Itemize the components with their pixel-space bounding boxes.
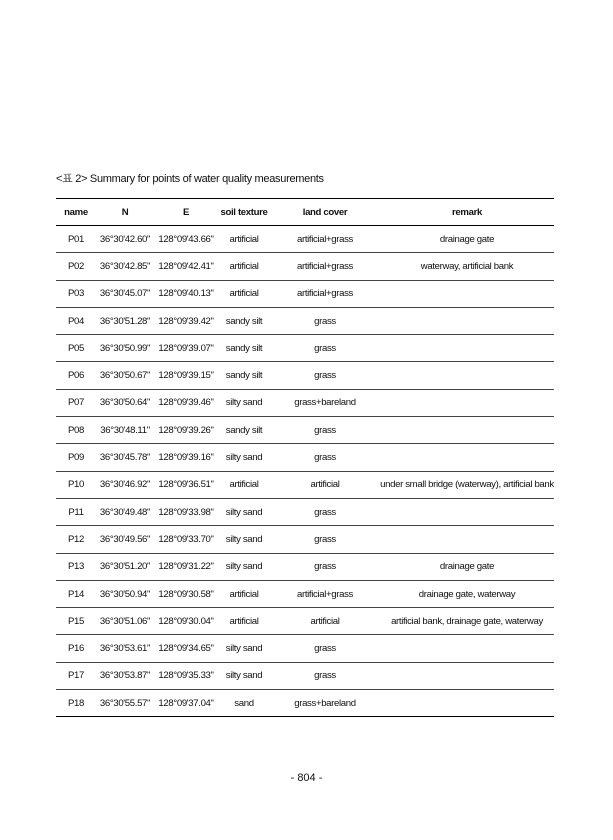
cell-soil-texture: sandy silt	[218, 362, 270, 389]
cell-n: 36°30'49.56"	[96, 526, 154, 553]
cell-soil-texture: sandy silt	[218, 307, 270, 334]
cell-name: P02	[56, 253, 96, 280]
cell-n: 36°30'45.07"	[96, 280, 154, 307]
cell-e: 128°09'40.13"	[154, 280, 218, 307]
cell-soil-texture: silty sand	[218, 444, 270, 471]
cell-n: 36°30'53.87"	[96, 662, 154, 689]
cell-e: 128°09'31.22"	[154, 553, 218, 580]
cell-e: 128°09'30.04"	[154, 608, 218, 635]
cell-soil-texture: artificial	[218, 280, 270, 307]
cell-remark	[380, 389, 554, 416]
cell-land-cover: grass	[270, 526, 380, 553]
cell-name: P13	[56, 553, 96, 580]
header-n: N	[96, 199, 154, 226]
page-number: - 804 -	[290, 772, 323, 784]
cell-e: 128°09'39.26"	[154, 417, 218, 444]
cell-e: 128°09'33.70"	[154, 526, 218, 553]
cell-n: 36°30'50.99"	[96, 335, 154, 362]
cell-land-cover: grass	[270, 307, 380, 334]
cell-remark	[380, 662, 554, 689]
cell-soil-texture: artificial	[218, 471, 270, 498]
cell-n: 36°30'42.85"	[96, 253, 154, 280]
cell-name: P16	[56, 635, 96, 662]
cell-name: P06	[56, 362, 96, 389]
table-row	[56, 307, 554, 334]
cell-n: 36°30'42.60"	[96, 226, 154, 253]
cell-e: 128°09'39.42"	[154, 307, 218, 334]
cell-e: 128°09'43.66"	[154, 226, 218, 253]
cell-n: 36°30'50.94"	[96, 580, 154, 607]
cell-soil-texture: artificial	[218, 580, 270, 607]
cell-n: 36°30'46.92"	[96, 471, 154, 498]
cell-land-cover: grass	[270, 553, 380, 580]
cell-n: 36°30'49.48"	[96, 498, 154, 525]
table-row	[56, 280, 554, 307]
cell-remark: under small bridge (waterway), artificial bank	[380, 471, 554, 498]
cell-remark: artificial bank, drainage gate, waterway	[380, 608, 554, 635]
header-remark: remark	[380, 199, 554, 226]
cell-land-cover: artificial+grass	[270, 580, 380, 607]
cell-remark: drainage gate	[380, 553, 554, 580]
cell-land-cover: artificial	[270, 471, 380, 498]
cell-soil-texture: artificial	[218, 608, 270, 635]
cell-remark	[380, 417, 554, 444]
cell-soil-texture: silty sand	[218, 389, 270, 416]
cell-name: P10	[56, 471, 96, 498]
cell-remark	[380, 307, 554, 334]
cell-land-cover: grass+bareland	[270, 690, 380, 717]
cell-n: 36°30'50.64"	[96, 389, 154, 416]
table-row	[56, 471, 554, 498]
cell-n: 36°30'51.20"	[96, 553, 154, 580]
table-row	[56, 526, 554, 553]
cell-soil-texture: sandy silt	[218, 335, 270, 362]
cell-remark: waterway, artificial bank	[380, 253, 554, 280]
cell-remark	[380, 335, 554, 362]
table-row	[56, 417, 554, 444]
cell-n: 36°30'53.61"	[96, 635, 154, 662]
table-row	[56, 253, 554, 280]
cell-n: 36°30'51.28"	[96, 307, 154, 334]
cell-e: 128°09'39.46"	[154, 389, 218, 416]
table-body	[56, 226, 554, 717]
cell-name: P12	[56, 526, 96, 553]
cell-land-cover: grass	[270, 662, 380, 689]
cell-soil-texture: sand	[218, 690, 270, 717]
table-row	[56, 444, 554, 471]
measurement-points-table	[56, 198, 554, 717]
header-soil-texture: soil texture	[218, 199, 270, 226]
table-row	[56, 389, 554, 416]
cell-n: 36°30'48.11"	[96, 417, 154, 444]
cell-land-cover: artificial+grass	[270, 280, 380, 307]
cell-remark	[380, 362, 554, 389]
cell-remark	[380, 690, 554, 717]
table-row	[56, 580, 554, 607]
table-row	[56, 498, 554, 525]
cell-name: P04	[56, 307, 96, 334]
cell-land-cover: grass+bareland	[270, 389, 380, 416]
cell-n: 36°30'45.78"	[96, 444, 154, 471]
header-land-cover: land cover	[270, 199, 380, 226]
cell-soil-texture: sandy silt	[218, 417, 270, 444]
cell-soil-texture: artificial	[218, 253, 270, 280]
cell-name: P08	[56, 417, 96, 444]
cell-e: 128°09'33.98"	[154, 498, 218, 525]
cell-name: P14	[56, 580, 96, 607]
cell-name: P03	[56, 280, 96, 307]
cell-land-cover: grass	[270, 335, 380, 362]
cell-soil-texture: silty sand	[218, 498, 270, 525]
table-row	[56, 635, 554, 662]
cell-land-cover: grass	[270, 444, 380, 471]
table-row	[56, 226, 554, 253]
cell-soil-texture: artificial	[218, 226, 270, 253]
cell-name: P01	[56, 226, 96, 253]
cell-land-cover: grass	[270, 362, 380, 389]
cell-e: 128°09'34.65"	[154, 635, 218, 662]
cell-soil-texture: silty sand	[218, 662, 270, 689]
cell-remark: drainage gate, waterway	[380, 580, 554, 607]
table-row	[56, 553, 554, 580]
cell-e: 128°09'39.07"	[154, 335, 218, 362]
cell-remark	[380, 635, 554, 662]
cell-e: 128°09'37.04"	[154, 690, 218, 717]
cell-soil-texture: silty sand	[218, 635, 270, 662]
cell-land-cover: artificial+grass	[270, 226, 380, 253]
cell-name: P07	[56, 389, 96, 416]
cell-n: 36°30'51.06"	[96, 608, 154, 635]
cell-n: 36°30'50.67"	[96, 362, 154, 389]
table-row	[56, 608, 554, 635]
cell-n: 36°30'55.57"	[96, 690, 154, 717]
cell-remark	[380, 526, 554, 553]
cell-name: P09	[56, 444, 96, 471]
cell-name: P18	[56, 690, 96, 717]
cell-e: 128°09'42.41"	[154, 253, 218, 280]
cell-soil-texture: silty sand	[218, 553, 270, 580]
cell-e: 128°09'35.33"	[154, 662, 218, 689]
header-e: E	[154, 199, 218, 226]
cell-e: 128°09'30.58"	[154, 580, 218, 607]
cell-soil-texture: silty sand	[218, 526, 270, 553]
cell-remark: drainage gate	[380, 226, 554, 253]
cell-land-cover: grass	[270, 498, 380, 525]
cell-land-cover: grass	[270, 635, 380, 662]
table-row	[56, 335, 554, 362]
cell-name: P17	[56, 662, 96, 689]
cell-remark	[380, 444, 554, 471]
cell-name: P05	[56, 335, 96, 362]
cell-e: 128°09'36.51"	[154, 471, 218, 498]
table-caption: <표 2> Summary for points of water quality measurements	[56, 173, 324, 185]
header-name: name	[56, 199, 96, 226]
cell-name: P11	[56, 498, 96, 525]
cell-land-cover: artificial	[270, 608, 380, 635]
table-header-row	[56, 199, 554, 226]
cell-land-cover: artificial+grass	[270, 253, 380, 280]
table-row	[56, 690, 554, 717]
cell-e: 128°09'39.15"	[154, 362, 218, 389]
table-row	[56, 662, 554, 689]
cell-remark	[380, 498, 554, 525]
cell-remark	[380, 280, 554, 307]
cell-name: P15	[56, 608, 96, 635]
cell-e: 128°09'39.16"	[154, 444, 218, 471]
cell-land-cover: grass	[270, 417, 380, 444]
table-row	[56, 362, 554, 389]
